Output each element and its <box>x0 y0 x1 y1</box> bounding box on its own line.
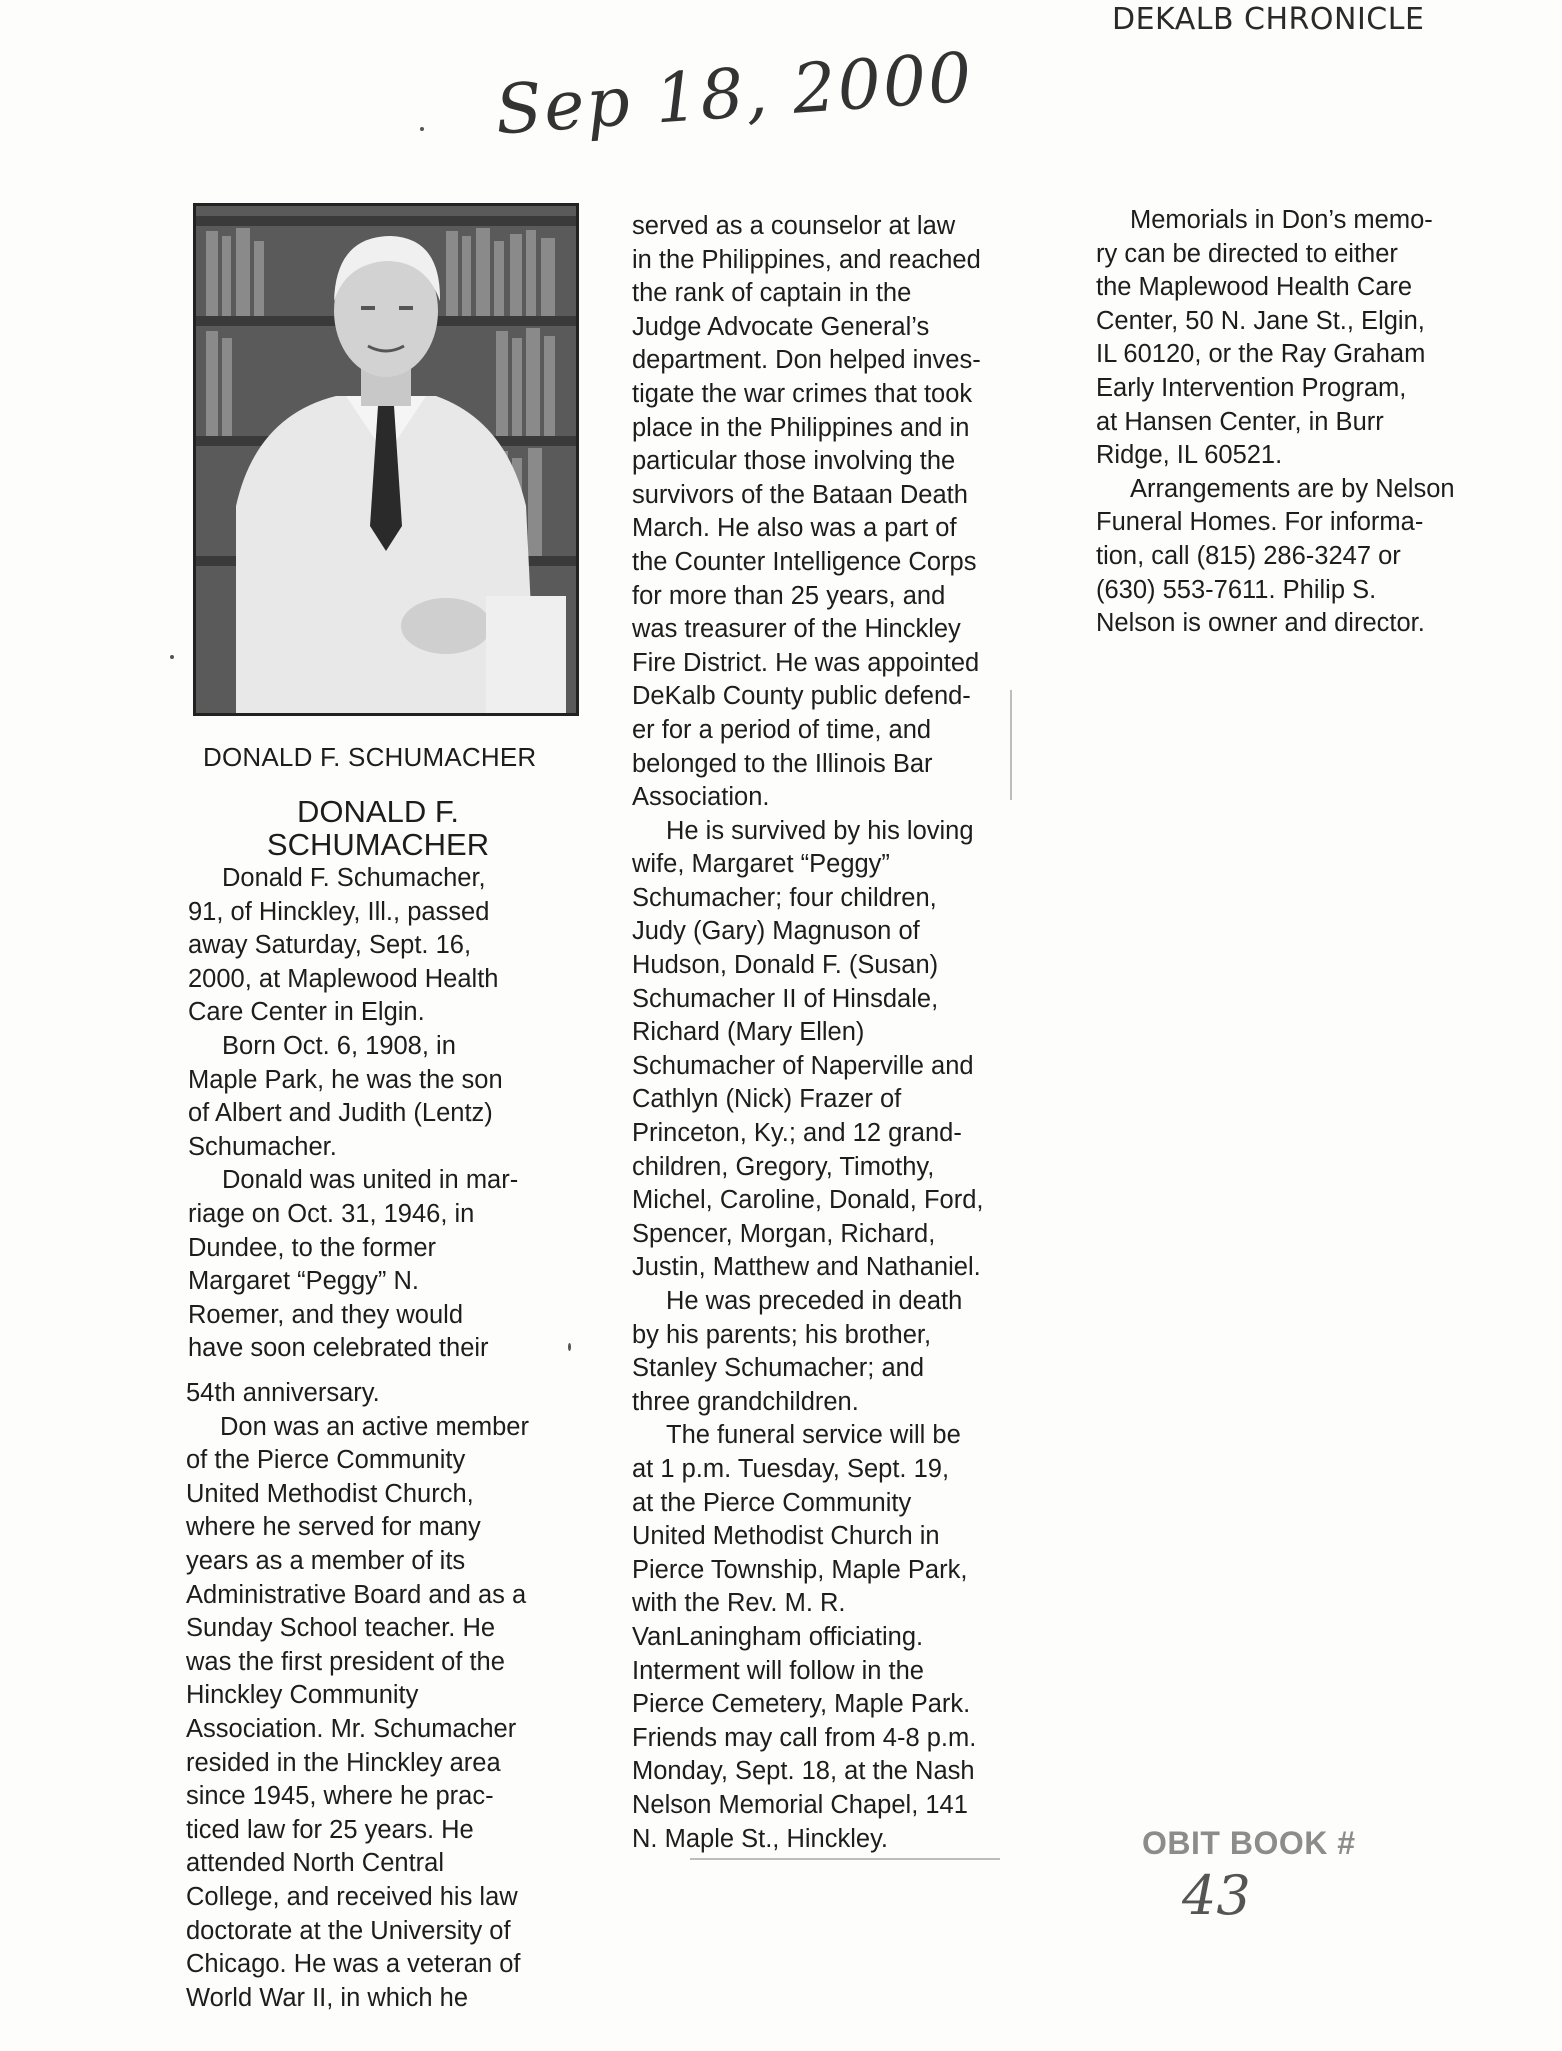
text-line: Pierce Township, Maple Park, <box>632 1555 968 1584</box>
text-line: Donald F. Schumacher, <box>222 864 486 892</box>
text-line: Don was an active member <box>220 1412 529 1441</box>
text-line: Care Center in Elgin. <box>188 998 425 1027</box>
text-line: Stanley Schumacher; and <box>632 1354 925 1383</box>
text-line: of the Pierce Community <box>186 1446 466 1475</box>
text-line: attended North Central <box>186 1849 444 1878</box>
text-line: of Albert and Judith (Lentz) <box>188 1099 493 1128</box>
text-line: at the Pierce Community <box>632 1488 912 1517</box>
text-line: Schumacher. <box>188 1132 337 1161</box>
text-line: wife, Margaret “Peggy” <box>632 850 890 879</box>
column-1b <box>186 1377 529 2015</box>
text-line: since 1945, where he prac- <box>186 1782 494 1811</box>
scan-speck <box>170 655 174 659</box>
text-line: served as a counselor at law <box>632 212 956 240</box>
text-line: Spencer, Morgan, Richard, <box>632 1219 936 1248</box>
text-line: Chicago. He was a veteran of <box>186 1950 521 1979</box>
text-line: in the Philippines, and reached <box>632 245 981 274</box>
text-line: at 1 p.m. Tuesday, Sept. 19, <box>632 1454 950 1483</box>
text-line: where he served for many <box>186 1513 481 1542</box>
headline-line-2: SCHUMACHER <box>266 827 490 862</box>
text-line: children, Gregory, Timothy, <box>632 1152 935 1181</box>
text-line: department. Don helped inves- <box>632 346 981 375</box>
text-line: ry can be directed to either <box>1096 239 1398 268</box>
photo-caption: DONALD F. SCHUMACHER <box>203 742 537 772</box>
text-line: DeKalb County public defend- <box>632 682 971 711</box>
text-line: Monday, Sept. 18, at the Nash <box>632 1757 975 1786</box>
text-line: Association. Mr. Schumacher <box>186 1714 517 1743</box>
text-line: World War II, in which he <box>186 1983 469 2012</box>
text-line: at Hansen Center, in Burr <box>1096 407 1384 436</box>
text-line: Association. <box>632 783 770 812</box>
text-line: Administrative Board and as a <box>186 1580 527 1609</box>
text-line: Born Oct. 6, 1908, in <box>222 1031 456 1060</box>
text-line: Arrangements are by Nelson <box>1130 474 1455 503</box>
text-line: IL 60120, or the Ray Graham <box>1096 340 1426 369</box>
text-line: Justin, Matthew and Nathaniel. <box>632 1253 981 1282</box>
text-line: Hudson, Donald F. (Susan) <box>632 951 939 980</box>
text-line: place in the Philippines and in <box>632 413 970 442</box>
text-line: the rank of captain in the <box>632 279 912 308</box>
column-1 <box>188 862 518 1366</box>
text-line: Center, 50 N. Jane St., Elgin, <box>1096 306 1425 335</box>
text-line: Schumacher; four children, <box>632 883 937 912</box>
scan-speck <box>420 127 424 131</box>
text-line: Interment will follow in the <box>632 1656 924 1685</box>
text-line: Nelson is owner and director. <box>1096 609 1425 638</box>
text-line: have soon celebrated their <box>188 1334 489 1363</box>
text-line: VanLaningham officiating. <box>632 1622 924 1651</box>
text-line: College, and received his law <box>186 1882 518 1911</box>
scan-rule <box>690 1858 1000 1860</box>
text-line: Judge Advocate General’s <box>632 312 930 341</box>
text-line: Maple Park, he was the son <box>188 1065 503 1094</box>
text-line: belonged to the Illinois Bar <box>632 749 933 778</box>
text-line: tigate the war crimes that took <box>632 379 973 408</box>
text-line: Friends may call from 4-8 p.m. <box>632 1723 977 1752</box>
text-line: the Maplewood Health Care <box>1096 273 1413 302</box>
column-2 <box>632 210 983 1856</box>
text-line: He is survived by his loving <box>666 816 974 845</box>
text-line: Ridge, IL 60521. <box>1096 441 1283 470</box>
text-line: Judy (Gary) Magnuson of <box>632 917 920 946</box>
text-line: Dundee, to the former <box>188 1233 437 1262</box>
headline <box>192 795 564 861</box>
text-line: ticed law for 25 years. He <box>186 1815 474 1844</box>
column-3 <box>1096 204 1455 641</box>
text-line: 54th anniversary. <box>186 1379 380 1407</box>
text-line: by his parents; his brother, <box>632 1320 932 1349</box>
text-line: tion, call (815) 286-3247 or <box>1096 541 1401 570</box>
text-line: er for a period of time, and <box>632 715 932 744</box>
text-line: Schumacher of Naperville and <box>632 1051 974 1080</box>
text-line: Pierce Cemetery, Maple Park. <box>632 1690 971 1719</box>
headline-line-1: DONALD F. <box>297 794 459 829</box>
text-line: Margaret “Peggy” N. <box>188 1267 419 1296</box>
text-line: Schumacher II of Hinsdale, <box>632 984 939 1013</box>
text-line: Sunday School teacher. He <box>186 1614 496 1643</box>
text-line: with the Rev. M. R. <box>632 1589 846 1618</box>
text-line: Cathlyn (Nick) Frazer of <box>632 1085 902 1114</box>
scan-rule <box>1010 690 1012 800</box>
text-line: N. Maple St., Hinckley. <box>632 1824 889 1853</box>
handwritten-date: Sep 18, 2000 <box>492 38 976 151</box>
text-line: Richard (Mary Ellen) <box>632 1018 865 1047</box>
obit-book-label: OBIT BOOK # <box>1142 1825 1356 1861</box>
text-line: 2000, at Maplewood Health <box>188 964 499 993</box>
scan-speck <box>568 1343 571 1351</box>
portrait-photo-icon <box>196 206 576 713</box>
text-line: Donald was united in mar- <box>222 1166 519 1195</box>
masthead: DEKALB CHRONICLE <box>1112 2 1425 37</box>
text-line: Hinckley Community <box>186 1681 419 1710</box>
text-line: away Saturday, Sept. 16, <box>188 931 472 960</box>
text-line: years as a member of its <box>186 1546 466 1575</box>
text-line: March. He also was a part of <box>632 514 957 543</box>
text-line: Michel, Caroline, Donald, Ford, <box>632 1186 984 1215</box>
text-line: 91, of Hinckley, Ill., passed <box>188 897 490 926</box>
text-line: The funeral service will be <box>666 1421 961 1450</box>
text-line: Fire District. He was appointed <box>632 648 980 677</box>
text-line: Princeton, Ky.; and 12 grand- <box>632 1119 962 1148</box>
text-line: (630) 553-7611. Philip S. <box>1096 575 1377 604</box>
text-line: United Methodist Church in <box>632 1522 940 1551</box>
text-line: doctorate at the University of <box>186 1916 511 1945</box>
text-line: survivors of the Bataan Death <box>632 480 968 509</box>
text-line: Roemer, and they would <box>188 1300 463 1329</box>
text-line: three grandchildren. <box>632 1387 859 1416</box>
text-line: He was preceded in death <box>666 1287 963 1315</box>
text-line: was the first president of the <box>186 1647 505 1676</box>
text-line: Early Intervention Program, <box>1096 373 1407 402</box>
text-line: the Counter Intelligence Corps <box>632 547 977 576</box>
portrait-photo <box>193 203 579 716</box>
text-line: resided in the Hinckley area <box>186 1748 501 1777</box>
text-line: Nelson Memorial Chapel, 141 <box>632 1790 968 1819</box>
text-line: riage on Oct. 31, 1946, in <box>188 1199 475 1228</box>
text-line: for more than 25 years, and <box>632 581 946 610</box>
text-line: Funeral Homes. For informa- <box>1096 508 1424 537</box>
text-line: particular those involving the <box>632 447 956 476</box>
text-line: United Methodist Church, <box>186 1479 474 1508</box>
obit-book-number: 43 <box>1182 1864 1251 1927</box>
text-line: Memorials in Don’s memo- <box>1130 206 1433 234</box>
text-line: was treasurer of the Hinckley <box>632 615 961 644</box>
